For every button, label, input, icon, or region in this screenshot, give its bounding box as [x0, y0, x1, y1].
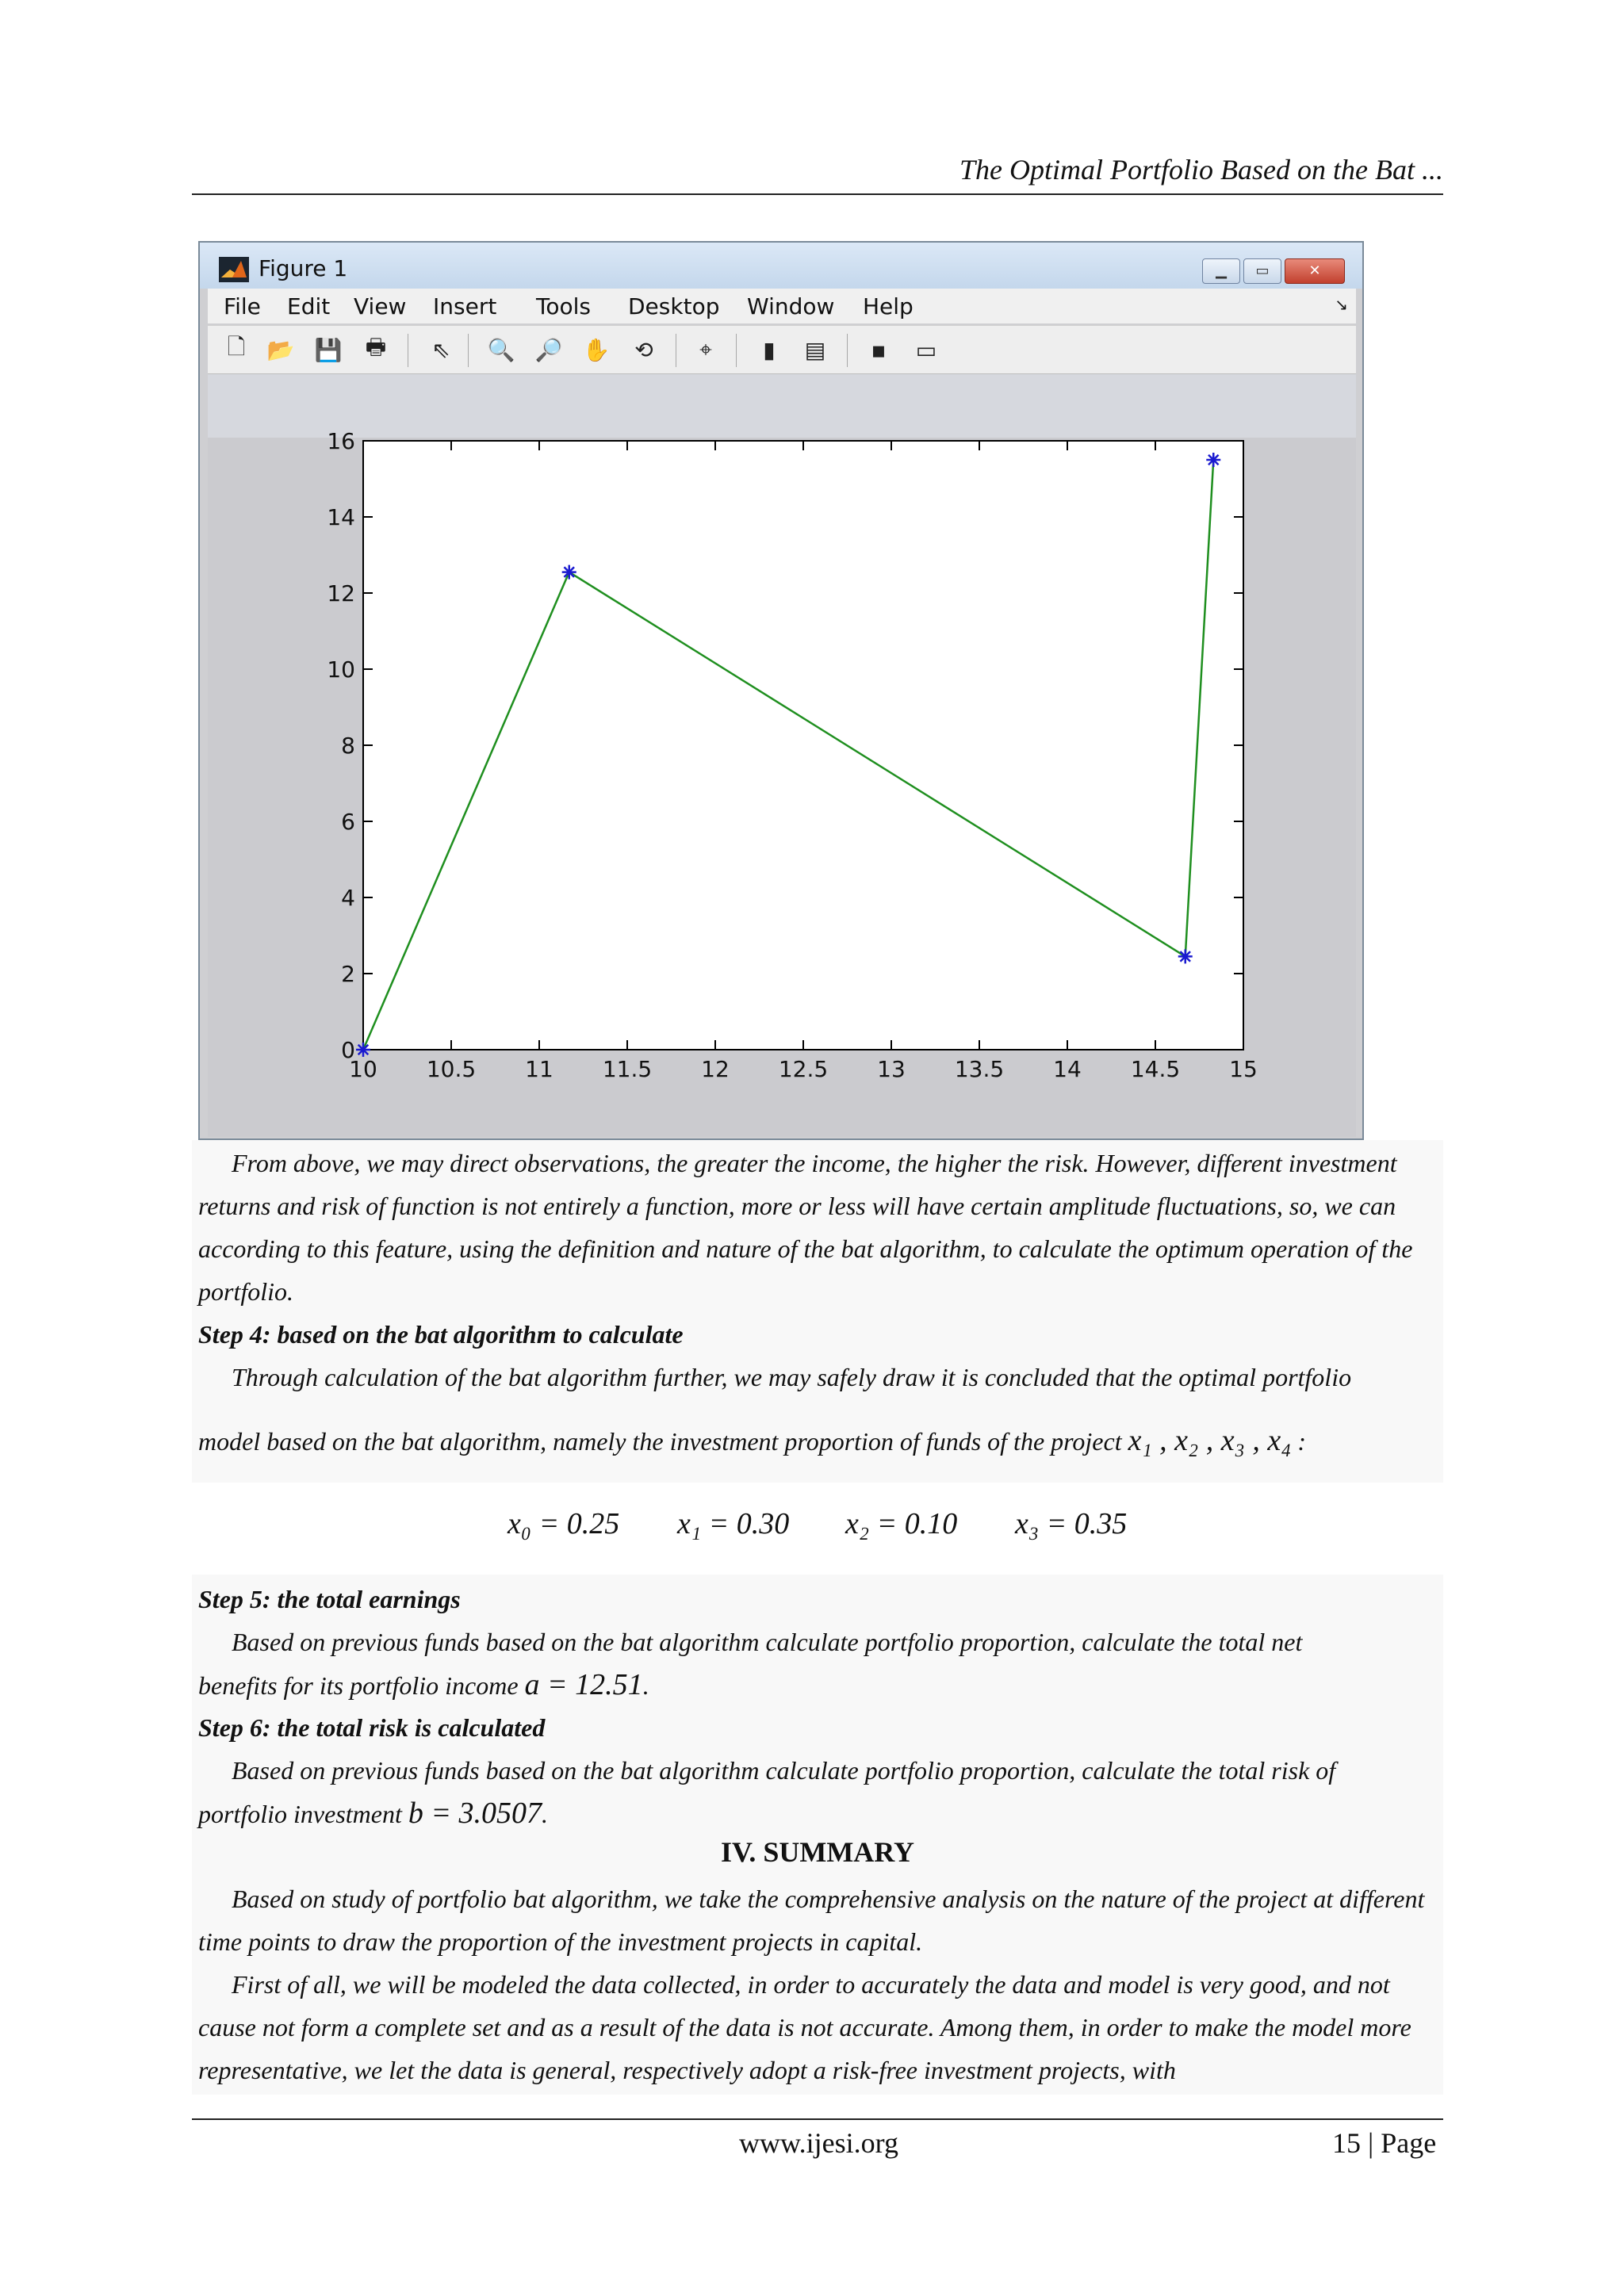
y-tick-label: 14 [327, 504, 355, 530]
legend-icon[interactable]: ▤ [804, 336, 826, 363]
paragraph-observations: From above, we may direct observations, the greater the income, the higher the risk. However, different investment returns and risk of function is not entirely a function, more or less will have certain amplitude fluctuations, so, we can according to this feature, using the definition and nature of the bat algorithm, to calculate the optimum operation of the portfolio. [198, 1149, 1413, 1306]
open-file-icon[interactable]: 📂 [266, 336, 295, 363]
menu-desktop[interactable]: Desktop [628, 293, 720, 320]
footer-site: www.ijesi.org [739, 2127, 898, 2159]
menu-view[interactable]: View [354, 293, 407, 320]
data-point-marker [562, 565, 576, 580]
close-button[interactable]: ✕ [1285, 258, 1345, 284]
step4-heading: Step 4: based on the bat algorithm to calculate [198, 1320, 684, 1349]
save-icon[interactable]: 💾 [314, 336, 343, 363]
y-tick-label: 12 [327, 580, 355, 607]
new-figure-icon[interactable]: 🗋 [227, 334, 246, 360]
hide-plot-tools-icon[interactable]: ▪ [871, 336, 887, 363]
y-tick-label: 16 [327, 428, 355, 454]
x-tick-label: 14.5 [1130, 1056, 1181, 1082]
y-tick-label: 4 [341, 885, 355, 911]
maximize-button[interactable]: ▭ [1243, 258, 1281, 284]
total-earnings-value: a = 12.51 [524, 1668, 643, 1701]
y-tick-label: 8 [341, 733, 355, 759]
x-tick-label: 14 [1053, 1056, 1082, 1082]
pointer-icon[interactable]: ⇖ [431, 336, 450, 363]
minimize-button[interactable]: ▁ [1202, 258, 1240, 284]
step5-paragraph-line1: Based on previous funds based on the bat algorithm calculate portfolio proportion, calculate the total net [232, 1628, 1303, 1656]
step5-paragraph-line2: benefits for its portfolio income a = 12.51. [198, 1668, 649, 1701]
footer-page: 15 | Page [1332, 2127, 1437, 2159]
summary-paragraph-2: First of all, we will be modeled the data collected, in order to accurately the data and model is very good, and not cause not form a complete set and as a result of the data is not accurate. Among them, in order to make the model more representative, we let the data is general, respectively adopt a risk-free investment projects, with [198, 1970, 1411, 2084]
figure-title: Figure 1 [259, 255, 348, 281]
x-tick-label: 12.5 [778, 1056, 829, 1082]
zoom-in-icon[interactable]: 🔍 [487, 336, 515, 363]
x-tick-label: 11.5 [602, 1056, 653, 1082]
rotate-3d-icon[interactable]: ⟲ [634, 336, 653, 363]
x-tick-label: 10.5 [426, 1056, 477, 1082]
equation-x3: x₃ = 0.35 [1015, 1507, 1128, 1540]
step5-heading: Step 5: the total earnings [198, 1585, 461, 1613]
x-tick-label: 13.5 [954, 1056, 1005, 1082]
menu-edit[interactable]: Edit [287, 293, 331, 320]
data-cursor-icon[interactable]: ⌖ [699, 336, 712, 362]
step6-heading: Step 6: the total risk is calculated [198, 1713, 546, 1742]
figure-window [198, 241, 1364, 1140]
header-rule [192, 193, 1443, 195]
equation-x0: x₀ = 0.25 [508, 1507, 620, 1540]
summary-heading: IV. SUMMARY [720, 1836, 915, 1868]
show-plot-tools-icon[interactable]: ▭ [915, 336, 937, 363]
print-icon[interactable]: 🖶 [365, 334, 387, 360]
x-tick-label: 13 [877, 1056, 906, 1082]
total-risk-value: b = 3.0507 [408, 1797, 542, 1830]
menu-tools[interactable]: Tools [536, 293, 591, 320]
y-tick-label: 10 [327, 656, 355, 683]
menu-insert[interactable]: Insert [433, 293, 497, 320]
pan-hand-icon[interactable]: ✋ [582, 336, 611, 363]
summary-paragraph-1: Based on study of portfolio bat algorithm, we take the comprehensive analysis on the nature of the project at different time points to draw the proportion of the investment projects in capital. [198, 1885, 1425, 1956]
menu-window[interactable]: Window [747, 293, 835, 320]
footer-rule [192, 2118, 1443, 2120]
step6-paragraph-line1: Based on previous funds based on the bat algorithm calculate portfolio proportion, calculate the total risk of [232, 1756, 1336, 1785]
menu-help[interactable]: Help [863, 293, 914, 320]
menu-file[interactable]: File [224, 293, 261, 320]
step4-paragraph-line2: model based on the bat algorithm, namely the investment proportion of funds of the project x₁ , x₂ , x₃ , x₄ : [198, 1424, 1307, 1457]
project-variables: x₁ , x₂ , x₃ , x₄ [1128, 1424, 1292, 1457]
x-tick-label: 15 [1229, 1056, 1258, 1082]
x-tick-label: 11 [525, 1056, 553, 1082]
y-tick-label: 6 [341, 809, 355, 835]
zoom-out-icon[interactable]: 🔎 [534, 336, 563, 363]
line-chart [200, 243, 1362, 1138]
step4-paragraph-line1: Through calculation of the bat algorithm further, we may safely draw it is concluded that the optimal portfolio [232, 1363, 1352, 1391]
equation-x2: x₂ = 0.10 [845, 1507, 958, 1540]
colorbar-icon[interactable]: ▮ [763, 336, 776, 363]
y-tick-label: 2 [341, 961, 355, 987]
y-tick-label: 0 [341, 1037, 355, 1063]
running-header: The Optimal Portfolio Based on the Bat ... [959, 154, 1443, 186]
step6-paragraph-line2: portfolio investment b = 3.0507. [198, 1797, 549, 1830]
x-tick-label: 12 [701, 1056, 730, 1082]
x-tick-label: 10 [349, 1056, 377, 1082]
equation-x1: x₁ = 0.30 [677, 1507, 790, 1540]
dock-arrow-icon[interactable]: ↘ [1335, 295, 1348, 314]
data-point-marker [1206, 453, 1220, 467]
